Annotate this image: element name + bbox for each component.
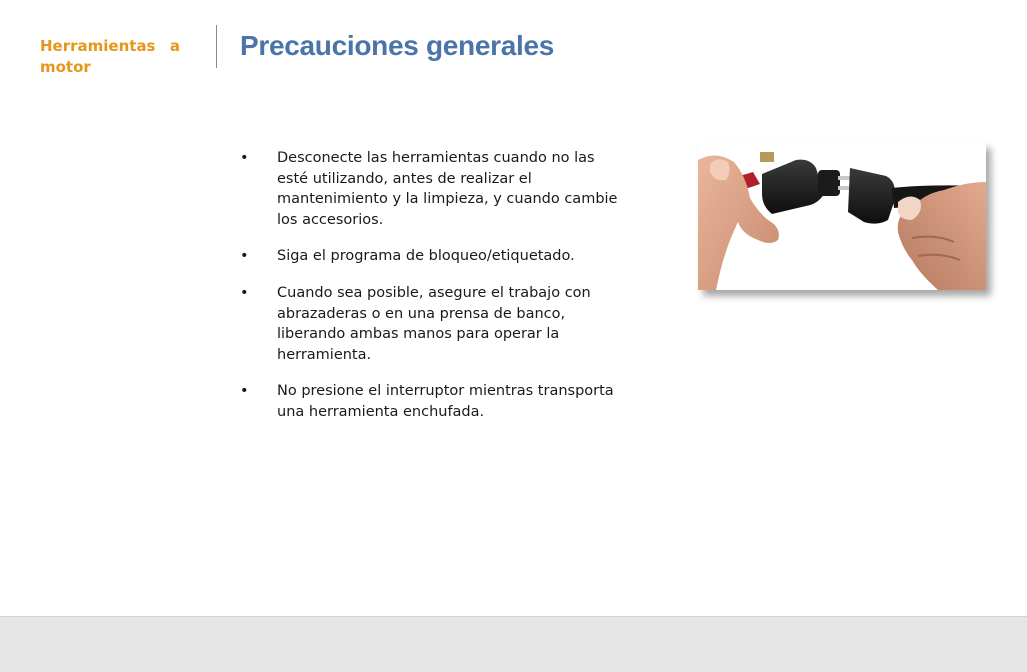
bullet-item [240, 283, 620, 365]
bullet-item [240, 246, 620, 267]
bullet-text: Cuando sea posible, asegure el trabajo con abrazaderas o en una prensa de banco, liberando ambas manos para operar la herramienta. [277, 284, 591, 363]
bullet-dot: • [240, 248, 249, 265]
bullet-dot: • [240, 150, 249, 166]
bullet-text: Siga el programa de bloqueo/etiquetado. [277, 248, 575, 265]
header-divider [216, 25, 217, 68]
bullet-dot: • [240, 383, 249, 400]
bullet-list [240, 148, 620, 439]
footer-band [0, 616, 1027, 672]
bullet-dot: • [240, 284, 249, 301]
bullet-text: Desconecte las herramientas cuando no las esté utilizando, antes de realizar el mantenimiento y la limpieza, y cuando cambie los accesorios. [277, 150, 618, 228]
bullet-text: No presione el interruptor mientras transporta una herramienta enchufada. [277, 383, 614, 420]
section-label: Herramientas a motor [40, 37, 180, 76]
unplugging-cord-photo [698, 142, 986, 290]
bullet-item [240, 381, 620, 422]
page-title: Precauciones generales [240, 30, 555, 61]
bullet-item [240, 148, 620, 230]
